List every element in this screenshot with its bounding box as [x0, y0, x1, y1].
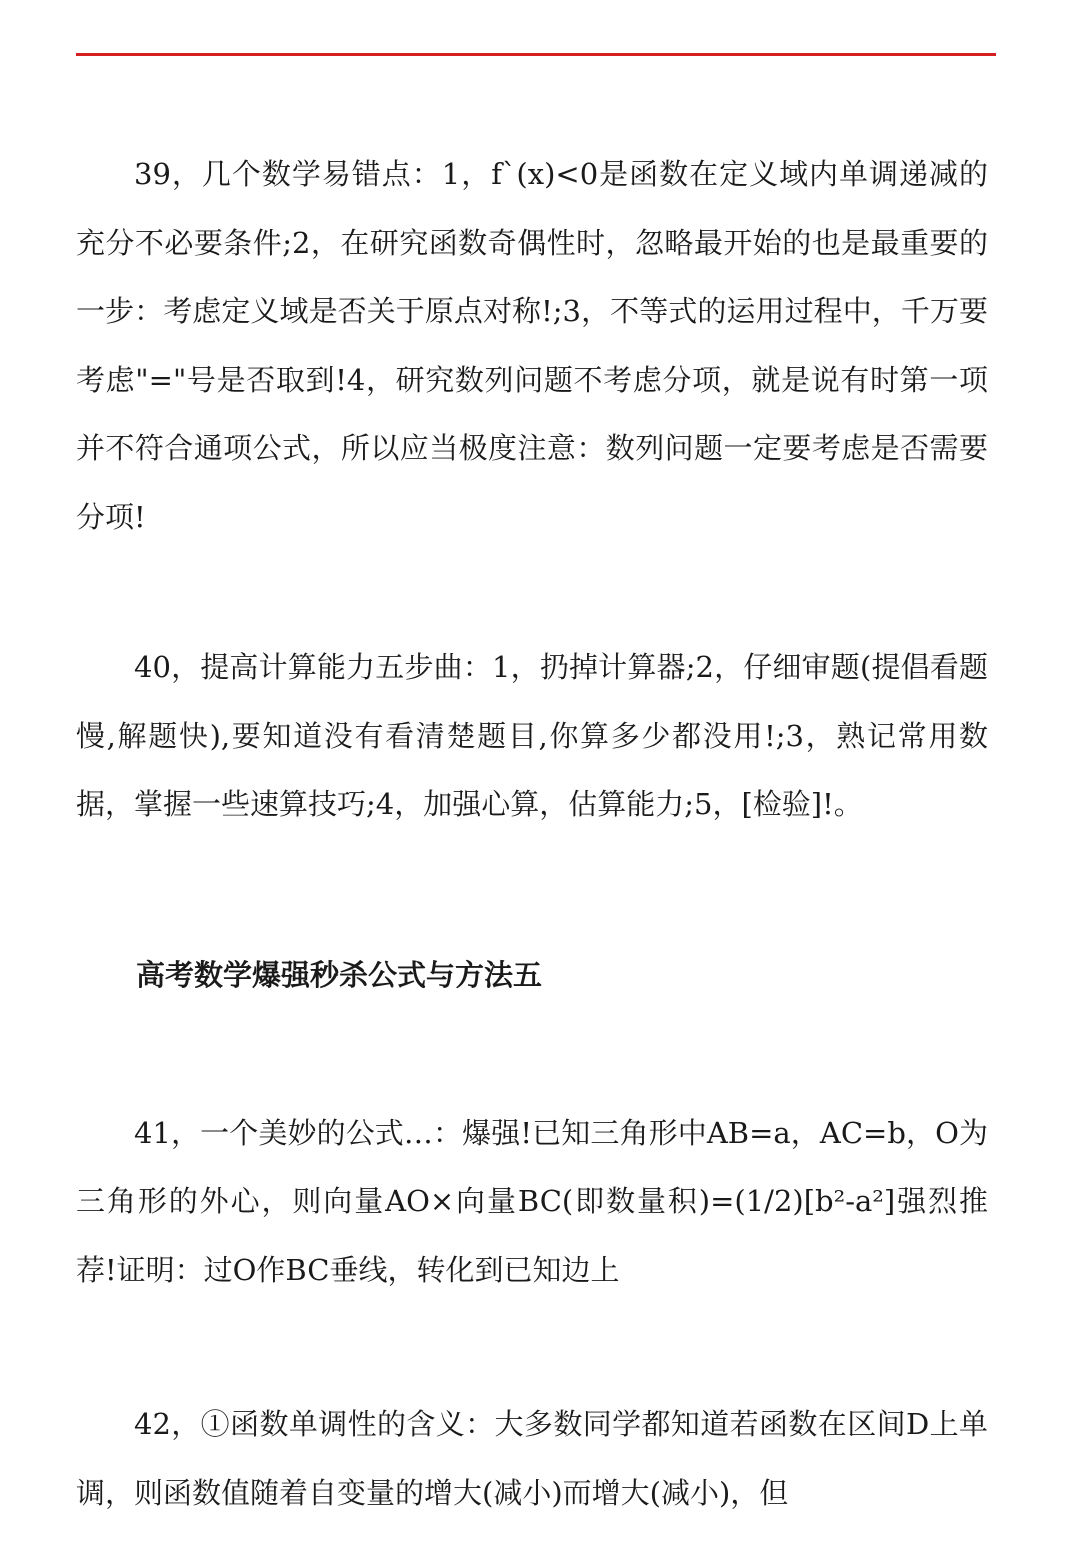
section-heading: 高考数学爆强秒杀公式与方法五 [136, 957, 543, 992]
paragraph-39: 39，几个数学易错点：1，f`(x)<0是函数在定义域内单调递减的充分不必要条件;2，在研究函数奇偶性时，忽略最开始的也是最重要的一步：考虑定义域是否关于原点对称!;3，不等式的运用过程中，千万要考虑"="号是否取到!4，研究数列问题不考虑分项，就是说有时第一项并不符合通项公式，所以应当极度注意：数列问题一定要考虑是否需要分项! [76, 157, 988, 534]
paragraph-40: 40，提高计算能力五步曲：1，扔掉计算器;2，仔细审题(提倡看题慢,解题快),要知道没有看清楚题目,你算多少都没用!;3，熟记常用数据，掌握一些速算技巧;4，加强心算，估算能力;5，[检验]!。 [76, 650, 988, 821]
document-body [76, 140, 988, 1527]
paragraph-42: 42，①函数单调性的含义：大多数同学都知道若函数在区间D上单调，则函数值随着自变量的增大(减小)而增大(减小)，但 [76, 1407, 988, 1510]
header-rule [76, 53, 996, 56]
paragraph-41: 41，一个美妙的公式…：爆强!已知三角形中AB=a，AC=b，O为三角形的外心，则向量AO×向量BC(即数量积)=(1/2)[b²-a²]强烈推荐!证明：过O作BC垂线，转化到已知边上 [76, 1115, 988, 1287]
